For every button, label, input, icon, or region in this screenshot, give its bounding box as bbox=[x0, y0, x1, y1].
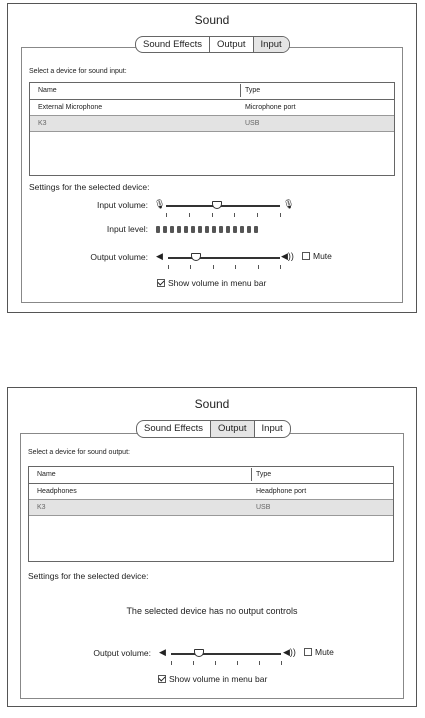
level-segment bbox=[226, 226, 230, 233]
slider-tick bbox=[235, 265, 236, 269]
level-segment bbox=[177, 226, 181, 233]
mute-checkbox[interactable] bbox=[304, 648, 312, 656]
tab-input[interactable]: Input bbox=[254, 37, 289, 52]
slider-tick bbox=[213, 265, 214, 269]
table-row-selected[interactable] bbox=[30, 116, 394, 132]
slider-tick bbox=[280, 213, 281, 217]
mute-checkbox-row[interactable] bbox=[302, 251, 332, 261]
microphone-low-icon: 🎙 bbox=[154, 199, 166, 209]
device-name: K3 bbox=[38, 120, 47, 127]
mute-label: Mute bbox=[313, 251, 332, 261]
column-name-header[interactable]: Name bbox=[37, 471, 56, 478]
mute-checkbox-row[interactable] bbox=[304, 647, 334, 657]
level-segment bbox=[191, 226, 195, 233]
level-segment bbox=[219, 226, 223, 233]
sound-input-window bbox=[7, 3, 417, 313]
input-level-meter bbox=[156, 226, 258, 233]
slider-thumb[interactable] bbox=[194, 649, 204, 657]
device-table bbox=[29, 82, 395, 176]
table-row[interactable] bbox=[29, 484, 393, 500]
device-type: Microphone port bbox=[245, 104, 296, 111]
column-separator bbox=[251, 468, 252, 481]
slider-tick bbox=[171, 661, 172, 665]
level-segment bbox=[212, 226, 216, 233]
column-type-header[interactable]: Type bbox=[256, 471, 272, 478]
device-table bbox=[28, 466, 394, 562]
input-volume-label: Input volume: bbox=[96, 200, 148, 210]
slider-tick bbox=[193, 661, 194, 665]
slider-tick bbox=[234, 213, 235, 217]
output-volume-slider[interactable] bbox=[171, 649, 281, 667]
slider-thumb[interactable] bbox=[212, 201, 222, 209]
slider-track bbox=[168, 257, 280, 259]
slider-tick bbox=[212, 213, 213, 217]
device-type: Headphone port bbox=[256, 488, 307, 495]
slider-tick bbox=[166, 213, 167, 217]
slider-track bbox=[166, 205, 280, 207]
tab-output[interactable]: Output bbox=[210, 37, 254, 52]
settings-label: Settings for the selected device: bbox=[29, 182, 150, 192]
show-volume-checkbox[interactable] bbox=[157, 279, 165, 287]
table-row[interactable] bbox=[30, 100, 394, 116]
level-segment bbox=[156, 226, 160, 233]
level-segment bbox=[233, 226, 237, 233]
sound-output-window bbox=[7, 387, 417, 707]
level-segment bbox=[198, 226, 202, 233]
show-volume-label: Show volume in menu bar bbox=[168, 278, 267, 288]
microphone-high-icon: 🎙 bbox=[283, 199, 295, 209]
slider-tick bbox=[190, 265, 191, 269]
level-segment bbox=[205, 226, 209, 233]
output-volume-slider[interactable] bbox=[168, 253, 280, 271]
window-title: Sound bbox=[194, 13, 230, 27]
no-controls-message: The selected device has no output controls bbox=[126, 606, 298, 616]
tab-sound-effects[interactable]: Sound Effects bbox=[136, 37, 210, 52]
level-segment bbox=[163, 226, 167, 233]
level-segment bbox=[254, 226, 258, 233]
settings-label: Settings for the selected device: bbox=[28, 571, 149, 581]
column-separator bbox=[240, 84, 241, 97]
slider-tick bbox=[281, 661, 282, 665]
slider-tick bbox=[237, 661, 238, 665]
device-name: K3 bbox=[37, 504, 46, 511]
window-title: Sound bbox=[194, 397, 230, 411]
device-type: USB bbox=[256, 504, 271, 511]
input-level-label: Input level: bbox=[106, 224, 148, 234]
level-segment bbox=[240, 226, 244, 233]
slider-thumb[interactable] bbox=[191, 253, 201, 261]
slider-track bbox=[171, 653, 281, 655]
device-type: USB bbox=[245, 120, 260, 127]
slider-tick bbox=[280, 265, 281, 269]
tab-bar bbox=[135, 36, 290, 53]
tab-output[interactable]: Output bbox=[211, 421, 255, 437]
slider-tick bbox=[189, 213, 190, 217]
output-volume-label: Output volume: bbox=[90, 252, 148, 262]
show-volume-checkbox[interactable] bbox=[158, 675, 166, 683]
mute-checkbox[interactable] bbox=[302, 252, 310, 260]
slider-tick bbox=[259, 661, 260, 665]
table-header bbox=[29, 467, 393, 484]
tab-sound-effects[interactable]: Sound Effects bbox=[137, 421, 211, 437]
speaker-high-icon: ◀)) bbox=[281, 251, 294, 261]
device-caption: Select a device for sound input: bbox=[29, 68, 127, 75]
show-volume-label: Show volume in menu bar bbox=[169, 674, 268, 684]
slider-tick bbox=[168, 265, 169, 269]
tab-input[interactable]: Input bbox=[261, 423, 283, 434]
level-segment bbox=[247, 226, 251, 233]
slider-tick bbox=[215, 661, 216, 665]
tab-content bbox=[21, 47, 403, 303]
show-volume-row[interactable] bbox=[157, 278, 266, 288]
tab-bar bbox=[136, 420, 291, 438]
tab-content bbox=[20, 433, 404, 699]
slider-tick bbox=[257, 213, 258, 217]
slider-tick bbox=[258, 265, 259, 269]
speaker-high-icon: ◀)) bbox=[283, 647, 296, 657]
input-volume-slider[interactable] bbox=[166, 201, 280, 219]
speaker-low-icon: ◀ bbox=[159, 647, 166, 657]
show-volume-row[interactable] bbox=[158, 674, 267, 684]
table-header bbox=[30, 83, 394, 100]
level-segment bbox=[170, 226, 174, 233]
output-volume-label: Output volume: bbox=[93, 648, 151, 658]
device-caption: Select a device for sound output: bbox=[28, 449, 130, 456]
column-type-header[interactable]: Type bbox=[245, 87, 261, 94]
level-segment bbox=[184, 226, 188, 233]
mute-label: Mute bbox=[315, 647, 334, 657]
speaker-low-icon: ◀ bbox=[156, 251, 163, 261]
device-name: Headphones bbox=[37, 488, 77, 495]
column-name-header[interactable]: Name bbox=[38, 87, 57, 94]
table-row-selected[interactable] bbox=[29, 500, 393, 516]
device-name: External Microphone bbox=[38, 104, 103, 111]
